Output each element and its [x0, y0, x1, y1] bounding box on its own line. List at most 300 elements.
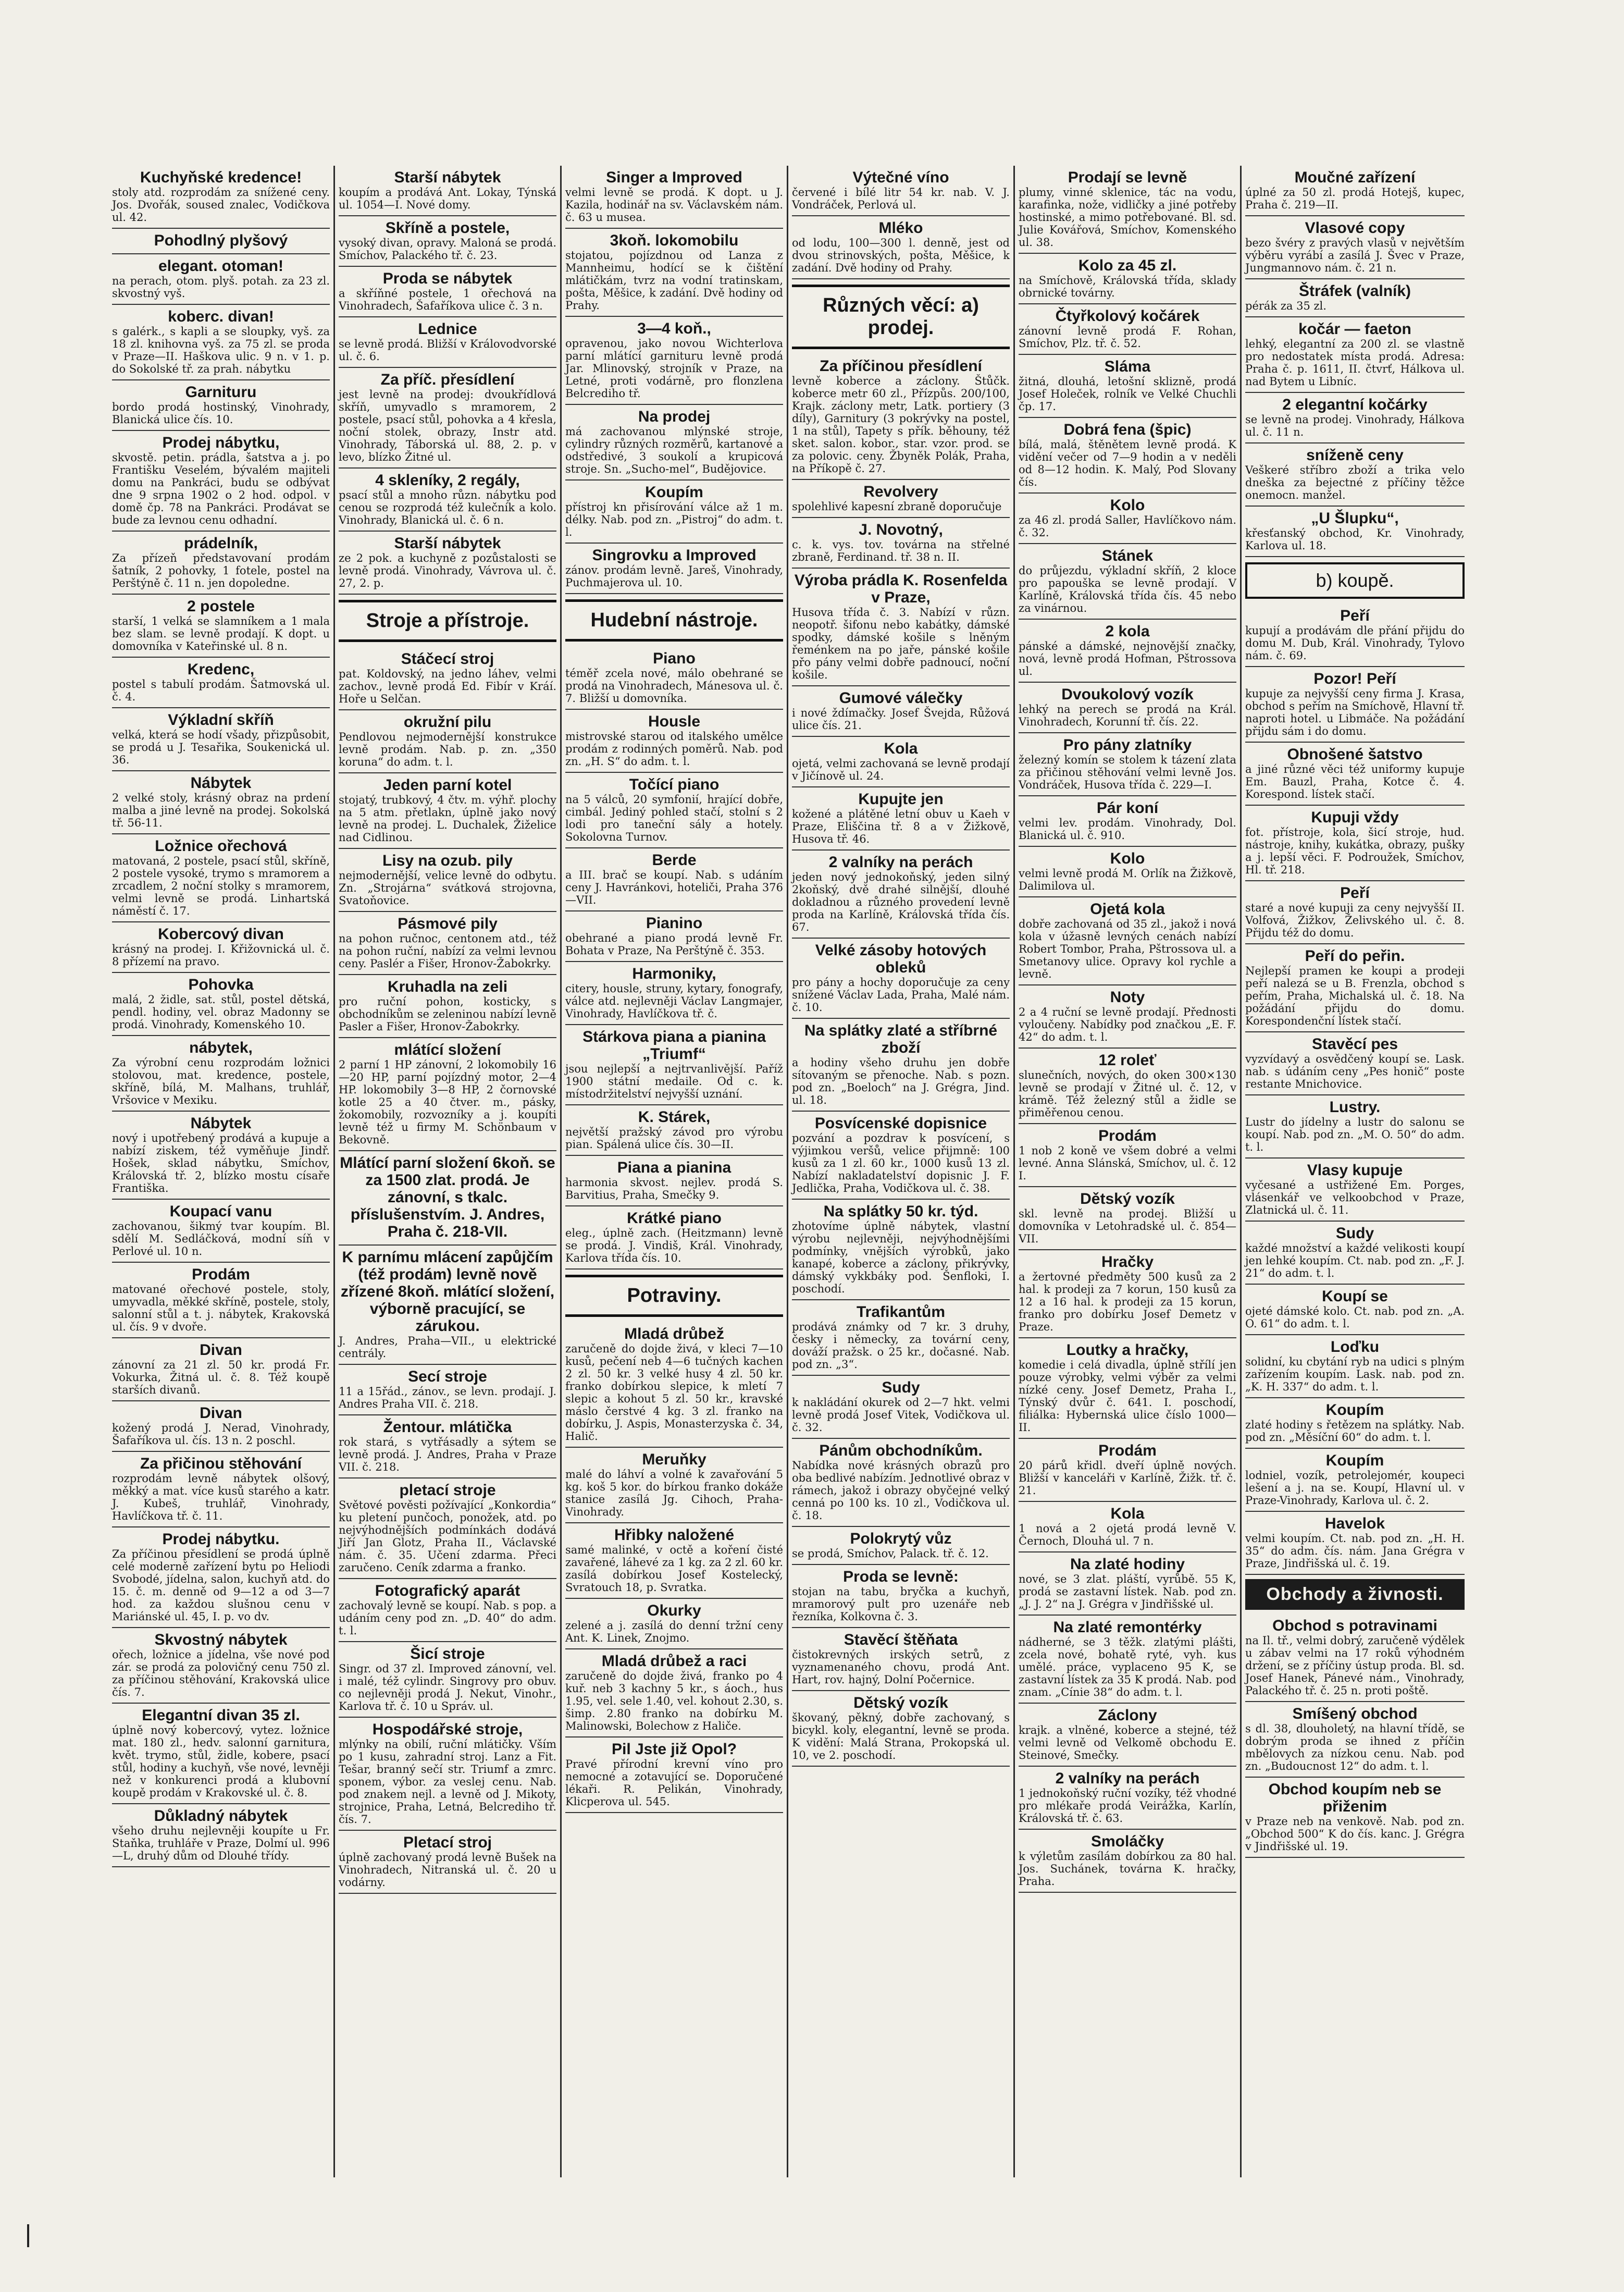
classified-ad [565, 229, 783, 317]
classified-ad [792, 1527, 1010, 1565]
classified-ad [565, 1206, 783, 1270]
ad-body: škovaný, pěkný, dobře zachovaný, s bicykl. koly, elegantní, levně se proda. K vidění: Malá Strana, Prokopská ul. 10, ve 2. poschodí. [792, 1711, 1010, 1761]
ad-body: zánovní levně prodá F. Rohan, Smíchov, Plz. tř. č. 52. [1019, 325, 1236, 350]
ad-title: Berde [652, 852, 697, 869]
ad-body: a III. brač se koupí. Nab. s udáním ceny J. Havránkovi, hoteliči, Praha 376—VII. [565, 869, 783, 906]
classified-ad [1245, 279, 1465, 317]
ad-body: na Il. tř., velmi dobrý, zaručeně výdělek u zábav velmi na 17 roků výhodném držení, se z příčiny ústup proda. Bl. sd. Josef Hanek, Pánevé nám., Vinohrady, Palackého tř. č. 25 n. proti poště. [1245, 1634, 1465, 1697]
ad-title: Pásmové pily [398, 915, 498, 932]
ad-title: Koupím [1325, 1401, 1384, 1419]
ad-title: Vlasy kupuje [1307, 1162, 1403, 1179]
ad-body: pozvání a pozdrav k posvícení, s výjimkou veršů, velice přijmně: 100 kusů za 1 zl. 60 kr., 1000 kusů 13 zl. Nabízí nakladatelství dopisnic J. F. Jedlička, Praha, Vodičkova ul. č. 38. [792, 1132, 1010, 1194]
classified-ad [339, 849, 556, 912]
ad-title: pletací stroje [399, 1482, 496, 1499]
classified-ad [1019, 1502, 1236, 1552]
classified-ad [565, 1738, 783, 1813]
classified-ad [1019, 1187, 1236, 1250]
column-5 [1015, 166, 1242, 2177]
classified-ad [565, 166, 783, 229]
ad-body: k nakládání okurek od 2—7 hkt. velmi levně prodá Josef Vitek, Vodičkova ul. č. 32. [792, 1396, 1010, 1434]
section-banner: Obchody a živnosti. [1245, 1579, 1465, 1610]
classified-ad [1019, 1830, 1236, 1893]
ad-body: červené i bílé litr 54 kr. nab. V. J. Vondráček, Perlová ul. [792, 186, 1010, 211]
ad-body: i nové ždímačky. Josef Švejda, Růžová ulice čís. 21. [792, 707, 1010, 732]
ad-title: Prodám [1098, 1442, 1157, 1459]
classified-ad [565, 1523, 783, 1599]
classified-ad [565, 1025, 783, 1105]
ad-body: rok stará, s vytřásadly a sýtem se levně prodá. J. Andres, Praha v Praze VII. č. 218. [339, 1436, 556, 1473]
classified-ad [792, 1691, 1010, 1767]
section-heading: Potraviny. [565, 1275, 783, 1317]
ad-body: čistokrevných irských setrů, z vyznamenaného chovu, prodá Ant. Hart, rov. hajný, Dolní Počernice. [792, 1648, 1010, 1686]
ad-title: Starší nábytek [394, 535, 501, 552]
ad-title: Na prodej [638, 408, 711, 425]
ad-body: jeden nový jednokoňský, jeden silný 2koňský, dvě drahé silnější, dlouhé dokladnou a různého provedení levně proda na Karlíně, Královská třída čís. 67. [792, 871, 1010, 933]
column-4 [788, 166, 1015, 2177]
ad-title: Okurky [647, 1602, 701, 1619]
ad-body: 1 nová a 2 ojetá prodá levně V. Černoch, Dlouhá ul. 7 n. [1019, 1522, 1236, 1547]
ad-title: Peří do peřin. [1305, 947, 1405, 965]
classified-ad [565, 911, 783, 962]
ad-body: stojan na tabu, bryčka a kuchyň, mramorový pult pro uzenáře neb řezníka, Kolkovna č. 3. [792, 1585, 1010, 1623]
classified-ad [339, 912, 556, 975]
classified-ad [1019, 494, 1236, 544]
ad-title: Stavěcí pes [1311, 1036, 1398, 1053]
ad-title: Hračky [1101, 1253, 1154, 1271]
ad-title: Stánek [1101, 547, 1154, 564]
classified-ad [112, 834, 330, 922]
ad-body: 1 jednokoňský ruční vozíky, též vhodné pro mlékaře prodá Veirážka, Karlín, Královská tř. č. 63. [1019, 1787, 1236, 1825]
classified-ad [792, 787, 1010, 851]
classified-ad [565, 773, 783, 848]
ad-title: Ložnice ořechová [155, 837, 287, 855]
ad-body: a hodiny všeho druhu jen dobře sítovaným se přenoche. Nab. s pozn. pod zn. „Boeloch“ na J. Grégra, Jind. ul. 18. [792, 1056, 1010, 1106]
classified-ad [1245, 743, 1465, 806]
classified-ad [792, 480, 1010, 518]
classified-ad [112, 305, 330, 380]
classified-ad [792, 1019, 1010, 1112]
ad-title: Čtyřkolový kočárek [1055, 307, 1200, 325]
ad-body: pánské a dámské, nejnovější značky, nová, levně prodá Hofman, Pštrossova ul. [1019, 640, 1236, 677]
ad-body: lehký, elegantní za 200 zl. se vlastně pro nedostatek místa prodá. Adresa: Praha č. p. 1611, II. čtvrť, Hálkova ul. nad Bytem u Libníc. [1245, 338, 1465, 388]
classified-ad [792, 354, 1010, 480]
ad-title: Garnituru [185, 384, 257, 401]
ad-title: Velké zásoby hotových obleků [815, 942, 987, 976]
ad-title: Singer a Improved [606, 169, 742, 186]
ad-title: Dětský vozík [853, 1694, 948, 1711]
ad-body: J. Andres, Praha—VII., u elektrické centrály. [339, 1335, 556, 1360]
ad-body: samé malinké, v octě a koření čisté zavařené, láhevé za 1 kg. za 2 zl. 60 kr. zasílá dobírkou Josef Kostelecký, Svratouch 18, p. Svratka. [565, 1544, 783, 1594]
ad-body: dobře zachovaná od 35 zl., jakož i nová kola v úžasně levných cenách nabízí Robert Tombor, Praha, Pštrossova ul. a Smetanovy ulice. Opravy kol rychle a levně. [1019, 918, 1236, 980]
ad-body: Nejlepší pramen ke koupi a prodeji peří nalezá se u B. Frenzla, obchod s peřím, Praha, Michalská ul. č. 18. Na požádání přijdu do domu. Korespondenční lístek stačí. [1245, 965, 1465, 1027]
classified-ad [792, 216, 1010, 279]
classified-ad [565, 962, 783, 1025]
section-heading: Hudební nástroje. [565, 599, 783, 642]
ad-body: Singr. od 37 zl. Improved zánovní, vel. i malé, též cylindr. Singrovy pro obuv. co nejlevněji prodá J. Nekut, Vinohr., Karlova tř. č. 10 u Správ. ul. [339, 1662, 556, 1712]
ad-title: Krátké piano [627, 1210, 722, 1227]
classified-ad [792, 1565, 1010, 1628]
ad-title: Na zlaté remontérky [1053, 1619, 1202, 1636]
classified-ad [339, 532, 556, 595]
ad-title: Obchod s potravinami [1272, 1617, 1437, 1634]
ad-title: Hospodářské stroje, [372, 1721, 523, 1738]
classified-ad [339, 1831, 556, 1894]
ad-title: Pil Jste již Opol? [611, 1741, 737, 1758]
ad-title: Pianino [646, 915, 703, 932]
classified-ad [1019, 1439, 1236, 1502]
ad-title: Starší nábytek [394, 169, 501, 186]
ad-body: skl. levně na prodej. Bližší u domovníka v Letohradské ul. č. 854—VII. [1019, 1207, 1236, 1245]
classified-ad [565, 848, 783, 911]
ad-title: Smíšený obchod [1292, 1705, 1418, 1722]
classified-ad [792, 1200, 1010, 1300]
ad-title: Obnošené šatstvo [1287, 746, 1423, 763]
ad-title: 2 valníky na perách [1055, 1770, 1200, 1787]
ad-title: Důkladný nábytek [154, 1807, 288, 1825]
ad-title: Kuchyňské kredence! [140, 169, 302, 186]
classified-ad [1019, 1704, 1236, 1767]
ad-body: postel s tabulí prodám. Šatmovská ul. č. 4. [112, 678, 330, 703]
ad-title: 2 postele [187, 598, 255, 615]
ad-body: levně koberce a záclony. Štůčk. koberce metr 60 zl., Přízpůs. 200/100, Krajk. záclony metr, Latk. portiery (3 díly), Garnitury (3 pokrývky na postel, 1 na stůl), Tapety s přík. běhouny, též sket. salon. kobor., star. vzor. prod. se za polovic. ceny. Žbyněk Polák, Praha, na Příkopě č. 27. [792, 375, 1010, 475]
ad-title: Elegantní divan 35 zl. [142, 1707, 300, 1724]
ad-title: Kupuji vždy [1311, 809, 1399, 826]
classified-ad [1019, 1049, 1236, 1124]
ad-title: Divan [200, 1341, 242, 1359]
classified-ad [565, 544, 783, 594]
ad-title: Hřibky naložené [614, 1526, 735, 1544]
classified-ad [112, 1452, 330, 1527]
ad-title: Pár koní [1096, 799, 1159, 817]
ad-body: úplně nový kobercový, vytez. ložnice mat. 180 zl., hedv. salonní garnitura, květ. trymo, stůl, židle, kobere, psací stůl, hodiny a kuchyň, vše nové, levněji než v konkurenci prodá a klubovní koupě prodám v Krakovské ul. č. 8. [112, 1724, 330, 1799]
ad-title: 4 skleníky, 2 regály, [375, 472, 520, 489]
ad-title: Harmoniky, [632, 965, 716, 982]
classified-ad [565, 480, 783, 544]
ad-body: c. k. vys. tov. továrna na střelné zbraně, Ferdinand. tř. 38 n. II. [792, 538, 1010, 563]
ad-title: 2 valníky na perách [828, 854, 973, 871]
ad-body: ze 2 pok. a kuchyně z pozůstalosti se levně prodá. Vinohrady, Vávrova ul. č. 27, 2. p. [339, 552, 556, 589]
ad-body: vysoký divan, opravy. Maloná se prodá. Smíchov, Palackého tř. č. 23. [339, 237, 556, 262]
ad-title: Fotografický aparát [375, 1582, 520, 1599]
classified-ad [112, 1804, 330, 1867]
classified-columns [108, 166, 1502, 2177]
classified-ad [565, 1105, 783, 1156]
classified-ad [339, 317, 556, 368]
section-heading: Různých věcí: a) prodej. [792, 285, 1010, 349]
ad-body: jest levně na prodej: dvoukřídlová skříň, umyvadlo s mramorem, 2 postele, psací stůl, pohovka a 4 křesla, noční stolek, obrazy, Instr atd. Vinohrady, Táborská ul. 88, 2. p. v levo, blízko Žitné ul. [339, 388, 556, 463]
ad-title: Trafikantům [856, 1303, 946, 1321]
classified-ad [112, 922, 330, 973]
ad-body: na Smíchově, Královská třída, sklady obrnické továrny. [1019, 274, 1236, 299]
classified-ad [792, 1439, 1010, 1527]
ad-body: Světové pověsti požívající „Konkordia“ ku pletení punčoch, ponožek, atd. po nejvýhodnějších podmínkách dodává Jiří Jan Glotz, Praha II., Václavské nám. č. 35. Učení zdarma. Přeci zaručeno. Ceník zdarma a franko. [339, 1499, 556, 1574]
ad-title: Kolo [1110, 497, 1145, 514]
column-6 [1242, 166, 1468, 2177]
ad-title: „U Šlupku“, [1311, 510, 1399, 527]
ad-body: kožený prodá J. Nerad, Vinohrady, Šafaříkova ul. čís. 13 n. 2 poschl. [112, 1422, 330, 1447]
ad-title: Kobercový divan [158, 926, 284, 943]
ad-title: Štráfek (valník) [1298, 282, 1411, 300]
classified-ad [1019, 1552, 1236, 1616]
classified-ad [792, 1376, 1010, 1439]
ad-title: Stavěcí štěňata [844, 1631, 958, 1648]
classified-ad [339, 773, 556, 849]
ad-title: K parnímu mlácení zapůjčím (též prodám) levně nově zřízené 8koň. mlátící složení, výborně pracující, se zárukou. [340, 1249, 555, 1335]
ad-body: zachovalý levně se koupí. Nab. s pop. a udáním ceny pod zn. „D. 40“ do adm. t. l. [339, 1599, 556, 1637]
classified-ad [1245, 806, 1465, 881]
ad-title: Loďku [1330, 1338, 1380, 1356]
classified-ad [339, 1038, 556, 1151]
classified-ad [1245, 667, 1465, 743]
ad-body: má zachovanou mlýnské stroje, cylindry různých rozměrů, kartanové a odstředivé, 3 soukolí a krupicová stroje. Sn. „Sucho-mel“, Budějovice. [565, 425, 783, 475]
classified-ad [1245, 393, 1465, 443]
ad-title: Loutky a hračky, [1066, 1341, 1189, 1359]
classified-ad [112, 380, 330, 431]
ad-body: na pohon ručnoc, centonem atd., též na pohon ruční, nabízí za velmi levnou ceny. Paslér a Fišer, Hronov-Žabokrky. [339, 932, 556, 970]
ad-title: Prodej nábytku, [162, 434, 280, 451]
ad-body: téměř zcela nové, málo obehrané se prodá na Vinohradech, Mánesova ul. č. 7. Bližší u domovníka. [565, 667, 783, 705]
ad-body: přístroj kn přisírování válce až 1 m. délky. Nab. pod zn. „Pistroj“ do adm. t. l. [565, 501, 783, 538]
ad-body: 2 parní 1 HP zánovní, 2 lokomobily 16—20 HP, parní pojízdný motor, 2—4 HP. lokomobily 3—8 HP, 2 čornovské kotle 25 a 40 čtver. m., pásky, žokomobily, rozvozníky a j. koupíti levně též u firmy M. Schönbaum v Bekovně. [339, 1058, 556, 1146]
classified-ad [112, 1704, 330, 1804]
classified-ad [1019, 304, 1236, 355]
ad-title: Lustry. [1329, 1099, 1381, 1116]
ad-title: Kredenc, [187, 661, 255, 678]
ad-title: Sudy [1335, 1225, 1374, 1242]
ad-body: nejmodernější, velice levně do odbytu. Zn. „Strojárna“ svátková strojovna, Svatoňovice. [339, 869, 556, 907]
ad-title: 2 kola [1105, 623, 1150, 640]
ad-body: zánovní za 21 zl. 50 kr. prodá Fr. Vokurka, Žitná ul. č. 8. Též koupě starších divanů. [112, 1359, 330, 1396]
ad-body: prodává známky od 7 kr. 3 druhy, česky i německy, za tovární ceny, dováží pražsk. o 25 kr., dočasné. Nab. pod zn. „3“. [792, 1321, 1010, 1371]
ad-body: v Praze neb na venkově. Nab. pod zn. „Obchod 500“ K do čís. kanc. J. Grégra v Jindřišské ul. 19. [1245, 1815, 1465, 1853]
ad-title: okružní pilu [403, 713, 492, 731]
classified-ad [1245, 1702, 1465, 1778]
ad-body: pro ruční pohon, kosticky, s obchodníkům se zeleninou nabízí levně Pasler a Fišer, Hronov-Žabokrky. [339, 995, 556, 1033]
classified-ad [112, 532, 330, 595]
classified-ad [1245, 1614, 1465, 1702]
ad-title: Meruňky [642, 1451, 706, 1468]
classified-ad [565, 1156, 783, 1206]
ad-body: na 5 válců, 20 symfonií, hrající dobře, cimbál. Jediný pohled stačí, stolní s 2 lodi pro taneční sály a hotely. Sokolovna Turnov. [565, 793, 783, 843]
ad-body: jsou nejlepší a nejtrvanlivější. Paříž 1900 státní medaile. Od c. k. místodržitelství nejvyšší uznání. [565, 1063, 783, 1100]
ad-body: úplné za 50 zl. prodá Hotejš, kupec, Praha č. 219—II. [1245, 186, 1465, 211]
classified-ad [1245, 507, 1465, 557]
classified-ad [112, 973, 330, 1036]
classified-ad [792, 737, 1010, 787]
ad-title: K. Stárek, [638, 1108, 711, 1126]
ad-body: opravenou, jako novou Wichterlova parní mlátící garnituru levně prodá Jar. Mlinovský, strojník v Praze, na Letné, proti vodárně, pro flonzlena Belcrediho tř. [565, 337, 783, 400]
classified-ad [112, 1401, 330, 1452]
classified-ad [1019, 1124, 1236, 1187]
ad-body: od lodu, 100—300 l. denně, jest od dvou strinovských, pošta, Měšice, k zadání. Dvě hodiny od Prahy. [792, 237, 1010, 274]
ad-body: krásný na prodej. I. Křižovnická ul. č. 8 přízemí na pravo. [112, 943, 330, 968]
ad-body: železný komín se stolem k tázení zlata za přičinou stěhování velmi levně Jos. Vondráček, Husova třída č. 229—I. [1019, 754, 1236, 791]
classified-ad [339, 1415, 556, 1478]
ad-body: bezo švéry z pravých vlasů v největším výběru vyrábí a zasílá J. Švec v Praze, Jungmannovo nám. č. 21 n. [1245, 237, 1465, 274]
ad-body: nový i upotřebený prodává a kupuje a nabízí ziskem, též vyměňuje Jindř. Hošek, sklad nábytku, Smíchov, Královská tř. 2, blízko mostu císaře Františka. [112, 1132, 330, 1194]
classified-ad [565, 647, 783, 710]
ad-body: ojeté dámské kolo. Ct. nab. pod zn. „A. O. 61“ do adm. t. l. [1245, 1305, 1465, 1330]
ad-body: harmonia skvost. nejlev. prodá S. Barvitius, Praha, Smečky 9. [565, 1176, 783, 1201]
ad-title: elegant. otoman! [158, 257, 283, 275]
ad-body: vyzvídavý a osvědčený koupí se. Lask. nab. s údáním ceny „Pes honič“ poste restante Mnichovice. [1245, 1053, 1465, 1090]
ad-title: Šicí stroje [410, 1645, 485, 1662]
ad-body: nové, se 3 zlat. pláští, vyrůbě. 55 K, prodá se zastavní lístek. Nab. pod zn. „J. J. 2“ na J. Grégra v Jindřišské ul. [1019, 1573, 1236, 1610]
ad-title: Dvoukolový vozík [1061, 686, 1194, 703]
ad-body: matovaná, 2 postele, psací stůl, skříně, 2 postele vysoké, trymo s mramorem a zrcadlem, 2 noční stolky s mramorem, velmi levně se prodá. Linhartská náměstí č. 17. [112, 855, 330, 917]
classified-ad [339, 1478, 556, 1579]
ad-title: prádelník, [184, 535, 258, 552]
ad-title: Skvostný nábytek [154, 1631, 288, 1648]
ad-title: Piano [653, 650, 696, 667]
ad-title: Koupím [1325, 1452, 1384, 1469]
classified-ad [1019, 1250, 1236, 1338]
ad-body: úplně zachovaný prodá levně Bušek na Vinohradech, Nitranská ul. č. 20 u vodárny. [339, 1851, 556, 1889]
ad-body: staré a nové kupuji za ceny nejvyšší II. Volfová, Žižkov, Želivského ul. č. 8. Přijdu též do domu. [1245, 902, 1465, 939]
ad-body: a jiné různé věci též uniformy kupuje Em. Bauzl, Praha, Kotce č. 4. Korespond. lístek stačí. [1245, 763, 1465, 800]
ad-body: pro pány a hochy doporučuje za ceny snížené Václav Lada, Praha, Malé nám. č. 10. [792, 976, 1010, 1014]
ad-body: koupím a prodává Ant. Lokay, Týnská ul. 1054—I. Nové domy. [339, 186, 556, 211]
ad-title: Za příčinou přesídlení [820, 358, 982, 375]
ad-body: slunečních, nových, do oken 300×130 levně se prodají v Žitné ul. č. 12, v krámě. Též železný stůl a židle se přiměřenou cenou. [1019, 1069, 1236, 1119]
classified-ad [565, 1448, 783, 1523]
ad-title: Skříně a postele, [385, 219, 510, 237]
ad-body: nádherné, se 3 těžk. zlatými plášti, zcela nové, bohatě ryté, vyh. kus umělé. práce, vyplaceno 95 K, se zastavní lístek za 35 K prodá. Nab. pod znam. „Cínie 38“ do adm. t. l. [1019, 1636, 1236, 1698]
ad-body: stojatou, pojízdnou od Lanza z Mannheimu, hodící se k čištění mlátičkám, tvrz na vodní tratinskam, pošta, Měšice, k zadání. Dvě hodiny od Prahy. [565, 249, 783, 312]
section-heading: b) koupě. [1245, 562, 1465, 599]
classified-ad [339, 710, 556, 773]
ad-body: Lustr do jídelny a lustr do salonu se koupí. Nab. pod zn. „M. O. 50“ do adm. t. l. [1245, 1116, 1465, 1153]
ad-title: koberc. divan! [168, 308, 274, 325]
ad-title: Koupací vanu [169, 1203, 272, 1220]
classified-ad [1245, 317, 1465, 393]
ad-title: Prodají se levně [1068, 169, 1187, 186]
ad-title: Pánům obchodníkům. [819, 1442, 983, 1459]
classified-ad [1019, 796, 1236, 847]
classified-ad [1019, 544, 1236, 620]
ad-body: největší pražský závod pro výrobu pian. Spálená ulice čís. 30—II. [565, 1126, 783, 1151]
ad-body: obehrané a piano prodá levně Fr. Bohata v Praze, Na Perštýně č. 353. [565, 932, 783, 957]
ad-body: žitná, dlouhá, letošní sklizně, prodá Josef Holeček, rolník ve Velké Chuchli čp. 17. [1019, 375, 1236, 413]
ad-body: psací stůl a mnoho různ. nábytku pod cenou se rozprodá též kulečník a kolo. Vinohrady, Blanická ul. č. 6 n. [339, 489, 556, 526]
classified-ad [112, 254, 330, 305]
ad-title: Prodej nábytku. [162, 1531, 280, 1548]
classified-ad [792, 686, 1010, 737]
classified-ad [1019, 1767, 1236, 1830]
ad-body: stojatý, trubkový, 4 čtv. m. výhř. plochy na 5 atm. přetlakn, úplně jako nový levně na prodej. L. Duchalek, Žiželice nad Cidlinou. [339, 794, 556, 844]
classified-ad [112, 771, 330, 834]
classified-ad [112, 658, 330, 708]
ad-body: mistrovské starou od italského umělce prodám z rodinných poměrů. Nab. pod zn. „H. S“ do adm. t. l. [565, 730, 783, 768]
classified-ad [1245, 1449, 1465, 1512]
ad-body: se levně na prodej. Vinohrady, Hálkova ul. č. 11 n. [1245, 413, 1465, 438]
ad-body: fot. přístroje, kola, šicí stroje, hud. nástroje, knihy, kukátka, obrazy, pušky a j. lepší věci. F. Podroužek, Smíchov, Hl. tř. 218. [1245, 826, 1465, 876]
ad-body: kožené a plátěné letní obuv u Kaeh v Praze, Eliščina tř. 8 a v Žižkově, Husova tř. 46. [792, 808, 1010, 845]
classified-ad [1019, 897, 1236, 985]
ad-body: ořech, ložnice a jídelna, vše nové pod zár. se prodá za polovičný cenu 750 zl. za příčinou stěhování, Krakovská ulice čís. 7. [112, 1648, 330, 1698]
ad-title: Havelok [1324, 1515, 1385, 1532]
ad-title: Výtečné víno [852, 169, 949, 186]
ad-title: Pro pány zlatníky [1063, 736, 1192, 754]
classified-ad [112, 1200, 330, 1263]
ad-body: malá, 2 židle, sat. stůl, postel dětská, pendl. hodiny, vel. obraz Madonny se prodá. Vinohrady, Komenského 10. [112, 993, 330, 1031]
ad-title: Za přičinou stěhování [140, 1455, 302, 1472]
ad-body: starší, 1 velká se slamníkem a 1 mala bez slam. se levně prodají. K dopt. u domovníka v Kateřinské ul. 8 n. [112, 615, 330, 652]
ad-title: Peří [1340, 607, 1370, 624]
ad-body: Za přízeň představovaní prodám šatník, 2 pohovky, 1 fotele, postel na Perštýně č. 11 n. jen dopoledne. [112, 552, 330, 589]
classified-ad [339, 469, 556, 532]
ad-body: rozprodám levně nábytek olšový, měkký a mat. více kusů starého a katr. J. Kubeš, truhlář, Vinohrady, Havlíčkova tř. č. 11. [112, 1472, 330, 1522]
ad-body: zachovanou, šikmý tvar koupím. Bl. sdělí M. Sedláčková, modní síň v Perlové ul. 10 n. [112, 1220, 330, 1258]
classified-ad [1245, 166, 1465, 216]
classified-ad [792, 1628, 1010, 1691]
ad-body: pérák za 35 zl. [1245, 300, 1327, 312]
ad-body: s galérk., s kapli a se sloupky, vyš. za 18 zl. knihovna vyš. za 75 zl. se proda v Praze—II. Haškova ulic. 9 n. v 1. p. do Sokolské tř. za prah. nábytku [112, 325, 330, 375]
ad-body: solidní, ku cbytání ryb na udici s plným zařízením koupím. Lask. nab. pod zn. „K. H. 337“ do adm. t. l. [1245, 1356, 1465, 1393]
ad-body: zlaté hodiny s řetězem na splátky. Nab. pod zn. „Měsíční 60“ do adm. t. l. [1245, 1419, 1465, 1444]
ad-body: velmi lev. prodám. Vinohrady, Dol. Blanická ul. č. 910. [1019, 817, 1236, 842]
ad-body: velká, která se hodí všady, přizpůsobit, se prodá u J. Tesařika, Soukenická ul. 36. [112, 729, 330, 766]
classified-ad [565, 710, 783, 773]
classified-ad [1019, 418, 1236, 494]
ad-body: zaručeně do dojde živá, franko po 4 kuř. neb 3 kachny 5 kr., s áoch., hus 1.95, vel. sele 1.40, vel. kohout 2.30, s. šimp. 2.80 franko na dobírku M. Malinowski, Bolechow z Haliče. [565, 1670, 783, 1732]
classified-ad [339, 1246, 556, 1365]
classified-ad [1245, 881, 1465, 944]
classified-ad [112, 595, 330, 658]
ad-title: Stáčecí stroj [401, 650, 494, 668]
ad-title: Piana a pianina [617, 1159, 732, 1176]
classified-ad [1245, 1398, 1465, 1449]
ad-title: Točící piano [629, 776, 720, 793]
ad-title: Posvícenské dopisnice [814, 1115, 987, 1132]
ad-title: nábytek, [189, 1039, 253, 1056]
ad-body: stoly atd. rozprodám za snížené ceny. Jos. Dvořák, soused znalec, Vodičkova ul. 42. [112, 186, 330, 224]
column-2 [335, 166, 562, 2177]
ad-body: malé do láhví a volné k zavařování 5 kg. koš 5 kor. do bírkou franko dokáže stanice zasílá Jg. Cihoch, Praha-Vinohrady. [565, 1468, 783, 1518]
ad-title: mlátící složení [394, 1041, 501, 1058]
ad-title: Dobrá fena (špic) [1063, 421, 1192, 438]
ad-title: Kola [884, 740, 918, 757]
ad-title: Secí stroje [408, 1368, 487, 1385]
margin-mark [27, 2224, 29, 2247]
classified-ad [112, 1628, 330, 1704]
ad-title: Peří [1340, 884, 1370, 902]
ad-body: zhotovíme úplně nábytek, vlastní výrobu nejlevněji, nejvýhodnějšími podmínky, vnějších výrobků, jako kanapé, koberce a záclony, přikrývky, dámský vykkbáky pod. Šenfloki, I. poschodí. [792, 1220, 1010, 1295]
ad-title: Výroba prádla K. Rosenfelda v Praze, [794, 572, 1008, 606]
ad-body: každé množství a každé velikosti koupí jen lehké koupím. Ct. nab. pod zn. „F. J. 21“ do adm. t. l. [1245, 1242, 1465, 1279]
classified-ad [1245, 944, 1465, 1032]
classified-ad [112, 1338, 330, 1401]
classified-ad [339, 267, 556, 317]
ad-body: křesťanský obchod, Kr. Vinohrady, Karlova ul. 18. [1245, 527, 1465, 552]
ad-body: bordo prodá hostinský, Vinohrady, Blanická ulice čís. 10. [112, 401, 330, 426]
classified-ad [792, 518, 1010, 569]
ad-body: za 46 zl. prodá Saller, Havlíčkovo nám. č. 32. [1019, 514, 1236, 539]
ad-body: eleg., úplně zach. (Heitzmann) levně se prodá. J. Vindiš, Král. Vinohrady, Karlova třída čís. 10. [565, 1227, 783, 1264]
classified-ad [565, 405, 783, 480]
ad-body: velmi levně prodá M. Orlík na Žižkově, Dalimilova ul. [1019, 867, 1236, 892]
ad-body: velmi levně se prodá. K dopt. u J. Kazila, hodinář na sv. Václavském nám. č. 63 u musea. [565, 186, 783, 224]
classified-ad [1019, 985, 1236, 1049]
classified-ad [1245, 1095, 1465, 1159]
ad-title: Kolo za 45 zl. [1078, 257, 1177, 274]
ad-body: 1 nob 2 koně ve všem dobré a velmi levné. Anna Slánská, Smíchov, ul. č. 12 I. [1019, 1144, 1236, 1182]
ad-body: zánov. prodám levně. Jareš, Vinohrady, Puchmajerova ul. 10. [565, 564, 783, 589]
ad-body: se prodá, Smíchov, Palack. tř. č. 12. [792, 1547, 989, 1560]
classified-ad [565, 1599, 783, 1649]
ad-body: 20 párů křidl. dveří úplně nových. Bližší v kanceláři v Karlíně, Žižk. tř. č. 21. [1019, 1459, 1236, 1497]
ad-body: na perach, otom. plyš. potah. za 23 zl. skvostný vyš. [112, 275, 330, 300]
